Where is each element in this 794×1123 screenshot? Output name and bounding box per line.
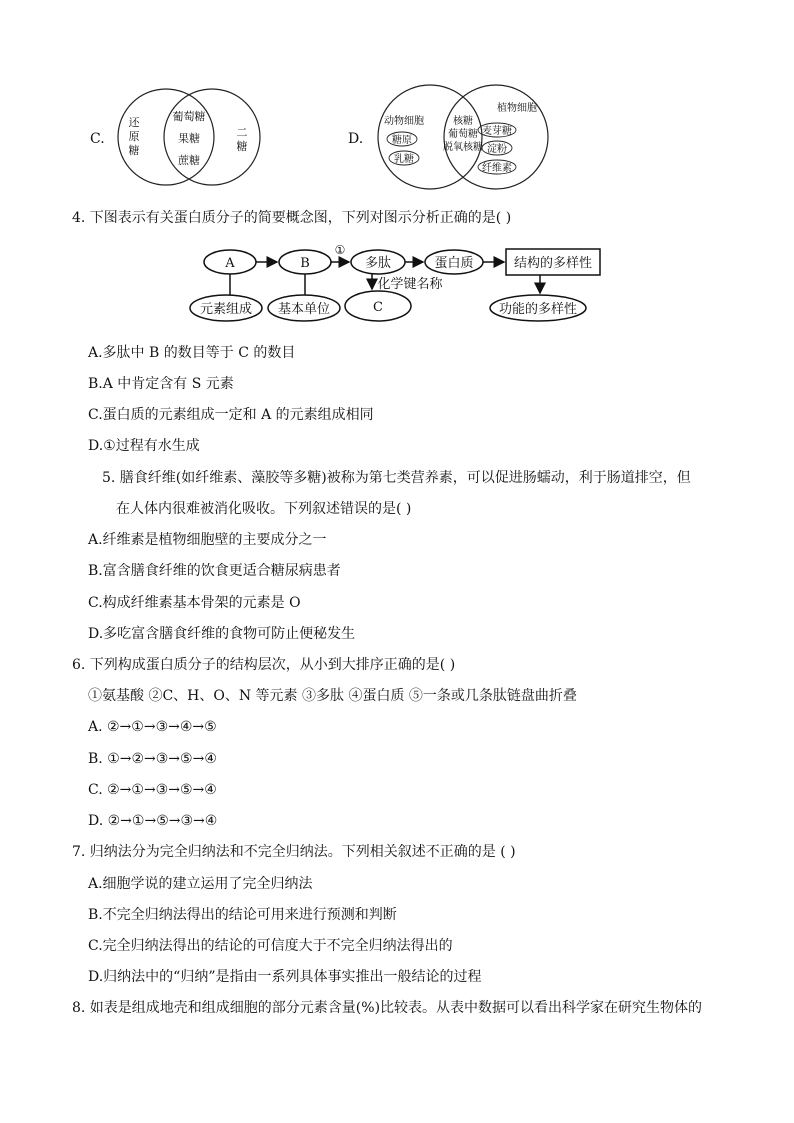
q4-option-d[interactable]: D.①过程有水生成: [88, 438, 200, 454]
venn-d-left-title: 动物细胞: [384, 116, 424, 127]
venn-c-left-char-2: 原: [128, 130, 140, 143]
venn-d-right-item-2: 淀粉: [487, 144, 507, 155]
step-1-mark: ①: [334, 243, 346, 257]
q3-option-c-label: C.: [90, 131, 105, 147]
node-unit-label: 基本单位: [277, 302, 331, 317]
q5-option-d[interactable]: D.多吃富含膳食纤维的食物可防止便秘发生: [88, 626, 356, 642]
venn-d-center-1: 核糖: [453, 116, 473, 127]
node-a-label: A: [225, 256, 235, 271]
q4-option-c[interactable]: C.蛋白质的元素组成一定和 A 的元素组成相同: [88, 407, 374, 423]
venn-c-center-1: 葡萄糖: [172, 110, 206, 123]
bond-name-label: 化学键名称: [377, 277, 443, 292]
q5-option-c[interactable]: C.构成纤维素基本骨架的元素是 O: [88, 595, 301, 611]
structure-diversity-label: 结构的多样性: [513, 256, 593, 271]
venn-d-center-2: 葡萄糖: [448, 129, 478, 140]
q7-option-d[interactable]: D.归纳法中的“归纳”是指由一系列具体事实推出一般结论的过程: [88, 969, 482, 985]
q4-stem: 4. 下图表示有关蛋白质分子的简要概念图，下列对图示分析正确的是( ): [72, 210, 512, 226]
venn-diagram-c: [114, 84, 264, 194]
protein-concept-diagram: [188, 238, 618, 326]
node-polypeptide-label: 多肽: [364, 256, 392, 271]
q5-option-a[interactable]: A.纤维素是植物细胞壁的主要成分之一: [88, 532, 327, 548]
venn-c-center-2: 果糖: [178, 132, 200, 145]
q6-items: ①氨基酸 ②C、H、O、N 等元素 ③多肽 ④蛋白质 ⑤一条或几条肽链盘曲折叠: [88, 688, 577, 704]
venn-c-right-char-1: 二: [236, 126, 248, 139]
venn-c-left-char-1: 还: [128, 116, 140, 129]
venn-d-right-title: 植物细胞: [497, 103, 537, 114]
q6-option-c[interactable]: C. ②→①→③→⑤→④: [88, 782, 217, 798]
node-function-label: 功能的多样性: [498, 302, 578, 317]
q7-option-c[interactable]: C.完全归纳法得出的结论的可信度大于不完全归纳法得出的: [88, 938, 453, 954]
node-elements-label: 元素组成: [199, 302, 253, 317]
node-protein-label: 蛋白质: [434, 256, 474, 271]
q7-option-a[interactable]: A.细胞学说的建立运用了完全归纳法: [88, 876, 313, 892]
venn-d-right-item-3: 纤维素: [482, 163, 512, 174]
q6-option-a[interactable]: A. ②→①→③→④→⑤: [88, 719, 217, 735]
q6-option-d[interactable]: D. ②→①→⑤→③→④: [88, 813, 218, 829]
venn-d-left-item-2: 乳糖: [394, 154, 414, 165]
node-c-label: C: [373, 300, 383, 315]
node-b-label: B: [300, 256, 310, 271]
q5-stem-line-1: 5. 膳食纤维(如纤维素、藻胶等多糖)被称为第七类营养素，可以促进肠蠕动，利于肠道排空，但: [102, 470, 691, 486]
q4-option-a[interactable]: A.多肽中 B 的数目等于 C 的数目: [88, 345, 296, 361]
venn-d-right-item-1: 麦芽糖: [482, 126, 512, 137]
q7-option-b[interactable]: B.不完全归纳法得出的结论可用来进行预测和判断: [88, 907, 397, 923]
venn-diagram-d: [372, 84, 560, 194]
venn-d-left-item-1: 糖原: [392, 135, 412, 146]
q4-option-b[interactable]: B.A 中肯定含有 S 元素: [88, 376, 234, 392]
venn-c-right-char-2: 糖: [236, 140, 248, 153]
q7-stem: 7. 归纳法分为完全归纳法和不完全归纳法。下列相关叙述不正确的是 ( ): [72, 844, 516, 860]
venn-c-center-3: 蔗糖: [178, 154, 200, 167]
venn-c-left-char-3: 糖: [128, 144, 140, 157]
q8-stem: 8. 如表是组成地壳和组成细胞的部分元素含量(%)比较表。从表中数据可以看出科学家在研究生物体的: [72, 1000, 703, 1016]
q6-option-b[interactable]: B. ①→②→③→⑤→④: [88, 751, 217, 767]
q6-stem: 6. 下列构成蛋白质分子的结构层次，从小到大排序正确的是( ): [72, 657, 456, 673]
venn-d-center-3: 脱氧核糖: [443, 142, 483, 153]
q5-option-b[interactable]: B.富含膳食纤维的饮食更适合糖尿病患者: [88, 563, 341, 579]
q3-option-d-label: D.: [348, 131, 364, 147]
q5-stem-line-2: 在人体内很难被消化吸收。下列叙述错误的是( ): [116, 501, 412, 517]
